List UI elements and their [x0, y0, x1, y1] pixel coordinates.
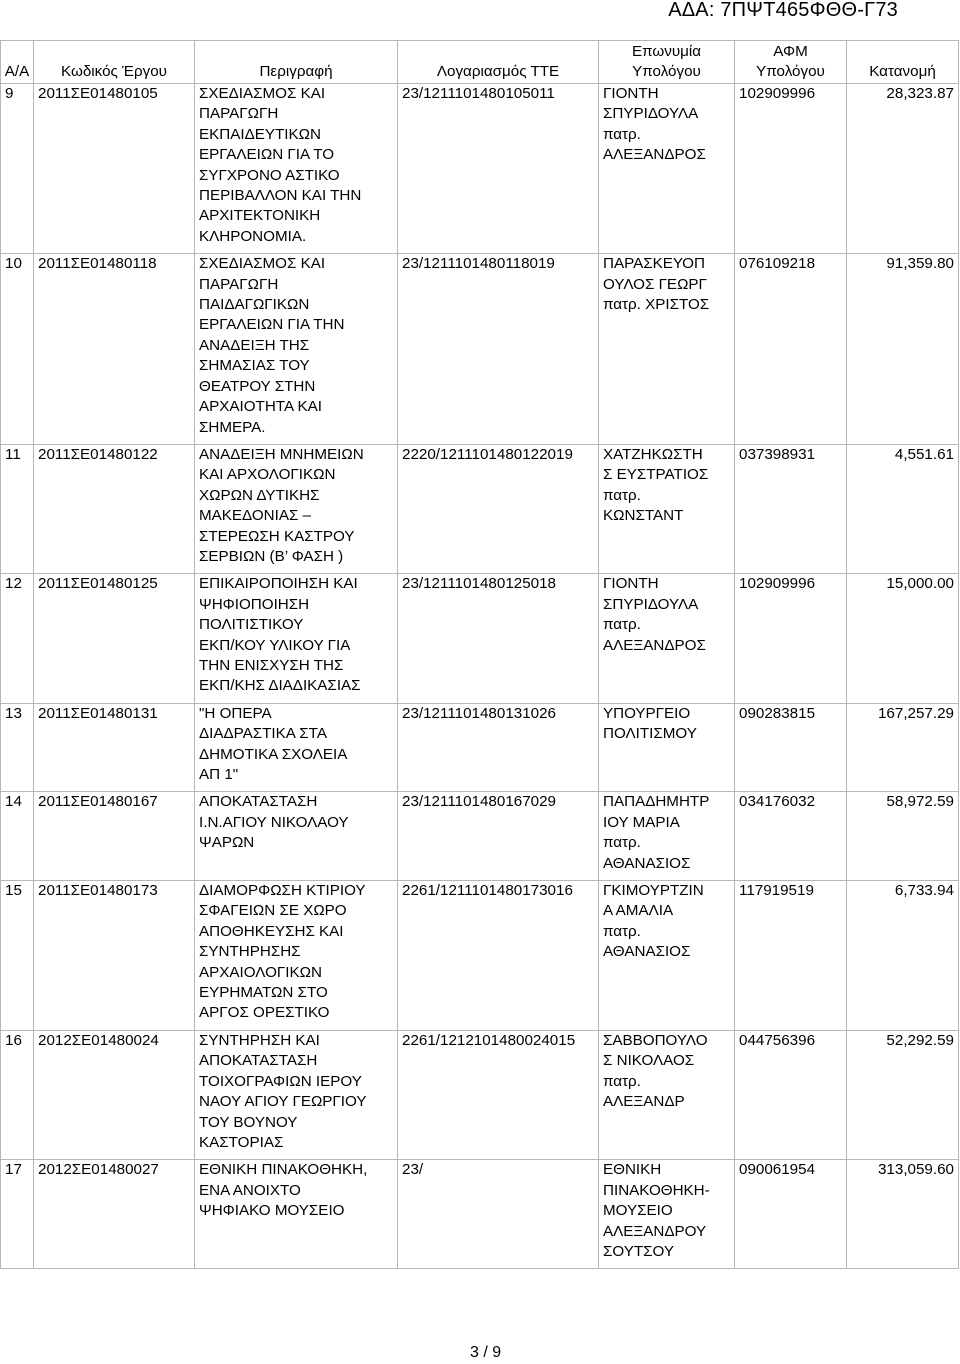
cell-name: ΥΠΟΥΡΓΕΙΟ ΠΟΛΙΤΙΣΜΟΥ	[599, 703, 735, 792]
cell-afm: 090283815	[735, 703, 847, 792]
cell-project-code: 2012ΣΕ01480024	[34, 1030, 195, 1159]
cell-project-code: 2011ΣΕ01480125	[34, 574, 195, 703]
cell-amount: 15,000.00	[847, 574, 959, 703]
cell-aa: 13	[1, 703, 34, 792]
ada-code: ΑΔΑ: 7ΠΨΤ465ΦΘΘ-Γ73	[668, 0, 898, 21]
col-header-account: Λογαριασμός ΤΤΕ	[398, 41, 599, 84]
cell-account: 2261/1212101480024015	[398, 1030, 599, 1159]
cell-account: 23/1211101480118019	[398, 254, 599, 445]
cell-name: ΓΚΙΜΟΥΡΤΖΙΝ Α ΑΜΑΛΙΑ πατρ. ΑΘΑΝΑΣΙΟΣ	[599, 881, 735, 1031]
cell-name: ΧΑΤΖΗΚΩΣΤΗ Σ ΕΥΣΤΡΑΤΙΟΣ πατρ. ΚΩΝΣΤΑΝΤ	[599, 444, 735, 573]
col-header-afm: ΑΦΜ Υπολόγου	[735, 41, 847, 84]
cell-name: ΠΑΡΑΣΚΕΥΟΠ ΟΥΛΟΣ ΓΕΩΡΓ πατρ. ΧΡΙΣΤΟΣ	[599, 254, 735, 445]
cell-name: ΓΙΟΝΤΗ ΣΠΥΡΙΔΟΥΛΑ πατρ. ΑΛΕΞΑΝΔΡΟΣ	[599, 84, 735, 254]
table-row	[1, 881, 959, 1031]
cell-name: ΕΘΝΙΚΗ ΠΙΝΑΚΟΘΗΚΗ- ΜΟΥΣΕΙΟ ΑΛΕΞΑΝΔΡΟΥ ΣΟΥΤΣΟΥ	[599, 1160, 735, 1269]
table-row	[1, 254, 959, 445]
cell-project-code: 2011ΣΕ01480131	[34, 703, 195, 792]
cell-description: ΣΥΝΤΗΡΗΣΗ ΚΑΙ ΑΠΟΚΑΤΑΣΤΑΣΗ ΤΟΙΧΟΓΡΑΦΙΩΝ ΙΕΡΟΥ ΝΑΟΥ ΑΓΙΟΥ ΓΕΩΡΓΙΟΥ ΤΟΥ ΒΟΥΝΟΥ ΚΑΣΤΟΡΙΑΣ	[195, 1030, 398, 1159]
cell-amount: 28,323.87	[847, 84, 959, 254]
cell-afm: 102909996	[735, 84, 847, 254]
cell-description: ΕΠΙΚΑΙΡΟΠΟΙΗΣΗ ΚΑΙ ΨΗΦΙΟΠΟΙΗΣΗ ΠΟΛΙΤΙΣΤΙΚΟΥ ΕΚΠ/ΚΟΥ ΥΛΙΚΟΥ ΓΙΑ ΤΗΝ ΕΝΙΣΧΥΣΗ ΤΗΣ ΕΚΠ/ΚΗΣ ΔΙΑΔΙΚΑΣΙΑΣ	[195, 574, 398, 703]
cell-name: ΣΑΒΒΟΠΟΥΛΟ Σ ΝΙΚΟΛΑΟΣ πατρ. ΑΛΕΞΑΝΔΡ	[599, 1030, 735, 1159]
cell-aa: 10	[1, 254, 34, 445]
col-header-aa: Α/Α	[1, 41, 34, 84]
cell-project-code: 2012ΣΕ01480027	[34, 1160, 195, 1269]
cell-afm: 076109218	[735, 254, 847, 445]
table-row	[1, 84, 959, 254]
cell-description: ΔΙΑΜΟΡΦΩΣΗ ΚΤΙΡΙΟΥ ΣΦΑΓΕΙΩΝ ΣΕ ΧΩΡΟ ΑΠΟΘΗΚΕΥΣΗΣ ΚΑΙ ΣΥΝΤΗΡΗΣΗΣ ΑΡΧΑΙΟΛΟΓΙΚΩΝ ΕΥΡΗΜΑΤΩΝ ΣΤΟ ΑΡΓΟΣ ΟΡΕΣΤΙΚΟ	[195, 881, 398, 1031]
cell-aa: 11	[1, 444, 34, 573]
cell-project-code: 2011ΣΕ01480122	[34, 444, 195, 573]
cell-afm: 044756396	[735, 1030, 847, 1159]
cell-amount: 91,359.80	[847, 254, 959, 445]
cell-afm: 117919519	[735, 881, 847, 1031]
cell-account: 23/1211101480167029	[398, 792, 599, 881]
col-header-name: Επωνυμία Υπολόγου	[599, 41, 735, 84]
table-row	[1, 792, 959, 881]
cell-account: 23/1211101480131026	[398, 703, 599, 792]
cell-afm: 090061954	[735, 1160, 847, 1269]
cell-project-code: 2011ΣΕ01480118	[34, 254, 195, 445]
cell-project-code: 2011ΣΕ01480167	[34, 792, 195, 881]
cell-description: ΑΠΟΚΑΤΑΣΤΑΣΗ Ι.Ν.ΑΓΙΟΥ ΝΙΚΟΛΑΟΥ ΨΑΡΩΝ	[195, 792, 398, 881]
table-row	[1, 574, 959, 703]
table-header-row	[1, 41, 959, 84]
cell-aa: 17	[1, 1160, 34, 1269]
cell-amount: 6,733.94	[847, 881, 959, 1031]
table-row	[1, 703, 959, 792]
cell-aa: 14	[1, 792, 34, 881]
table-row	[1, 1160, 959, 1269]
cell-name: ΠΑΠΑΔΗΜΗΤΡ ΙΟΥ ΜΑΡΙΑ πατρ. ΑΘΑΝΑΣΙΟΣ	[599, 792, 735, 881]
cell-project-code: 2011ΣΕ01480105	[34, 84, 195, 254]
col-header-amount: Κατανομή	[847, 41, 959, 84]
cell-account: 23/1211101480105011	[398, 84, 599, 254]
cell-amount: 4,551.61	[847, 444, 959, 573]
cell-description: ΕΘΝΙΚΗ ΠΙΝΑΚΟΘΗΚΗ, ΕΝΑ ΑΝΟΙΧΤΟ ΨΗΦΙΑΚΟ ΜΟΥΣΕΙΟ	[195, 1160, 398, 1269]
cell-amount: 58,972.59	[847, 792, 959, 881]
table-row	[1, 444, 959, 573]
cell-aa: 16	[1, 1030, 34, 1159]
cell-afm: 037398931	[735, 444, 847, 573]
projects-table	[0, 40, 959, 1269]
cell-account: 2220/1211101480122019	[398, 444, 599, 573]
cell-project-code: 2011ΣΕ01480173	[34, 881, 195, 1031]
cell-amount: 52,292.59	[847, 1030, 959, 1159]
cell-amount: 167,257.29	[847, 703, 959, 792]
cell-description: "Η ΟΠΕΡΑ ΔΙΑΔΡΑΣΤΙΚΑ ΣΤΑ ΔΗΜΟΤΙΚΑ ΣΧΟΛΕΙΑ ΑΠ 1"	[195, 703, 398, 792]
cell-account: 23/1211101480125018	[398, 574, 599, 703]
cell-description: ΣΧΕΔΙΑΣΜΟΣ ΚΑΙ ΠΑΡΑΓΩΓΗ ΠΑΙΔΑΓΩΓΙΚΩΝ ΕΡΓΑΛΕΙΩΝ ΓΙΑ ΤΗΝ ΑΝΑΔΕΙΞΗ ΤΗΣ ΣΗΜΑΣΙΑΣ ΤΟΥ ΘΕΑΤΡΟΥ ΣΤΗΝ ΑΡΧΑΙΟΤΗΤΑ ΚΑΙ ΣΗΜΕΡΑ.	[195, 254, 398, 445]
cell-description: ΑΝΑΔΕΙΞΗ ΜΝΗΜΕΙΩΝ ΚΑΙ ΑΡΧΟΛΟΓΙΚΩΝ ΧΩΡΩΝ ΔΥΤΙΚΗΣ ΜΑΚΕΔΟΝΙΑΣ – ΣΤΕΡΕΩΣΗ ΚΑΣΤΡΟΥ ΣΕΡΒΙΩΝ (Β’ ΦΑΣΗ )	[195, 444, 398, 573]
col-header-description: Περιγραφή	[195, 41, 398, 84]
cell-afm: 034176032	[735, 792, 847, 881]
cell-account: 23/	[398, 1160, 599, 1269]
cell-account: 2261/1211101480173016	[398, 881, 599, 1031]
cell-description: ΣΧΕΔΙΑΣΜΟΣ ΚΑΙ ΠΑΡΑΓΩΓΗ ΕΚΠΑΙΔΕΥΤΙΚΩΝ ΕΡΓΑΛΕΙΩΝ ΓΙΑ ΤΟ ΣΥΓΧΡΟΝΟ ΑΣΤΙΚΟ ΠΕΡΙΒΑΛΛΟΝ ΚΑΙ ΤΗΝ ΑΡΧΙΤΕΚΤΟΝΙΚΗ ΚΛΗΡΟΝΟΜΙΑ.	[195, 84, 398, 254]
page-number: 3 / 9	[470, 1344, 502, 1361]
cell-aa: 12	[1, 574, 34, 703]
cell-name: ΓΙΟΝΤΗ ΣΠΥΡΙΔΟΥΛΑ πατρ. ΑΛΕΞΑΝΔΡΟΣ	[599, 574, 735, 703]
cell-afm: 102909996	[735, 574, 847, 703]
col-header-code: Κωδικός Έργου	[34, 41, 195, 84]
cell-aa: 15	[1, 881, 34, 1031]
cell-aa: 9	[1, 84, 34, 254]
table-row	[1, 1030, 959, 1159]
cell-amount: 313,059.60	[847, 1160, 959, 1269]
